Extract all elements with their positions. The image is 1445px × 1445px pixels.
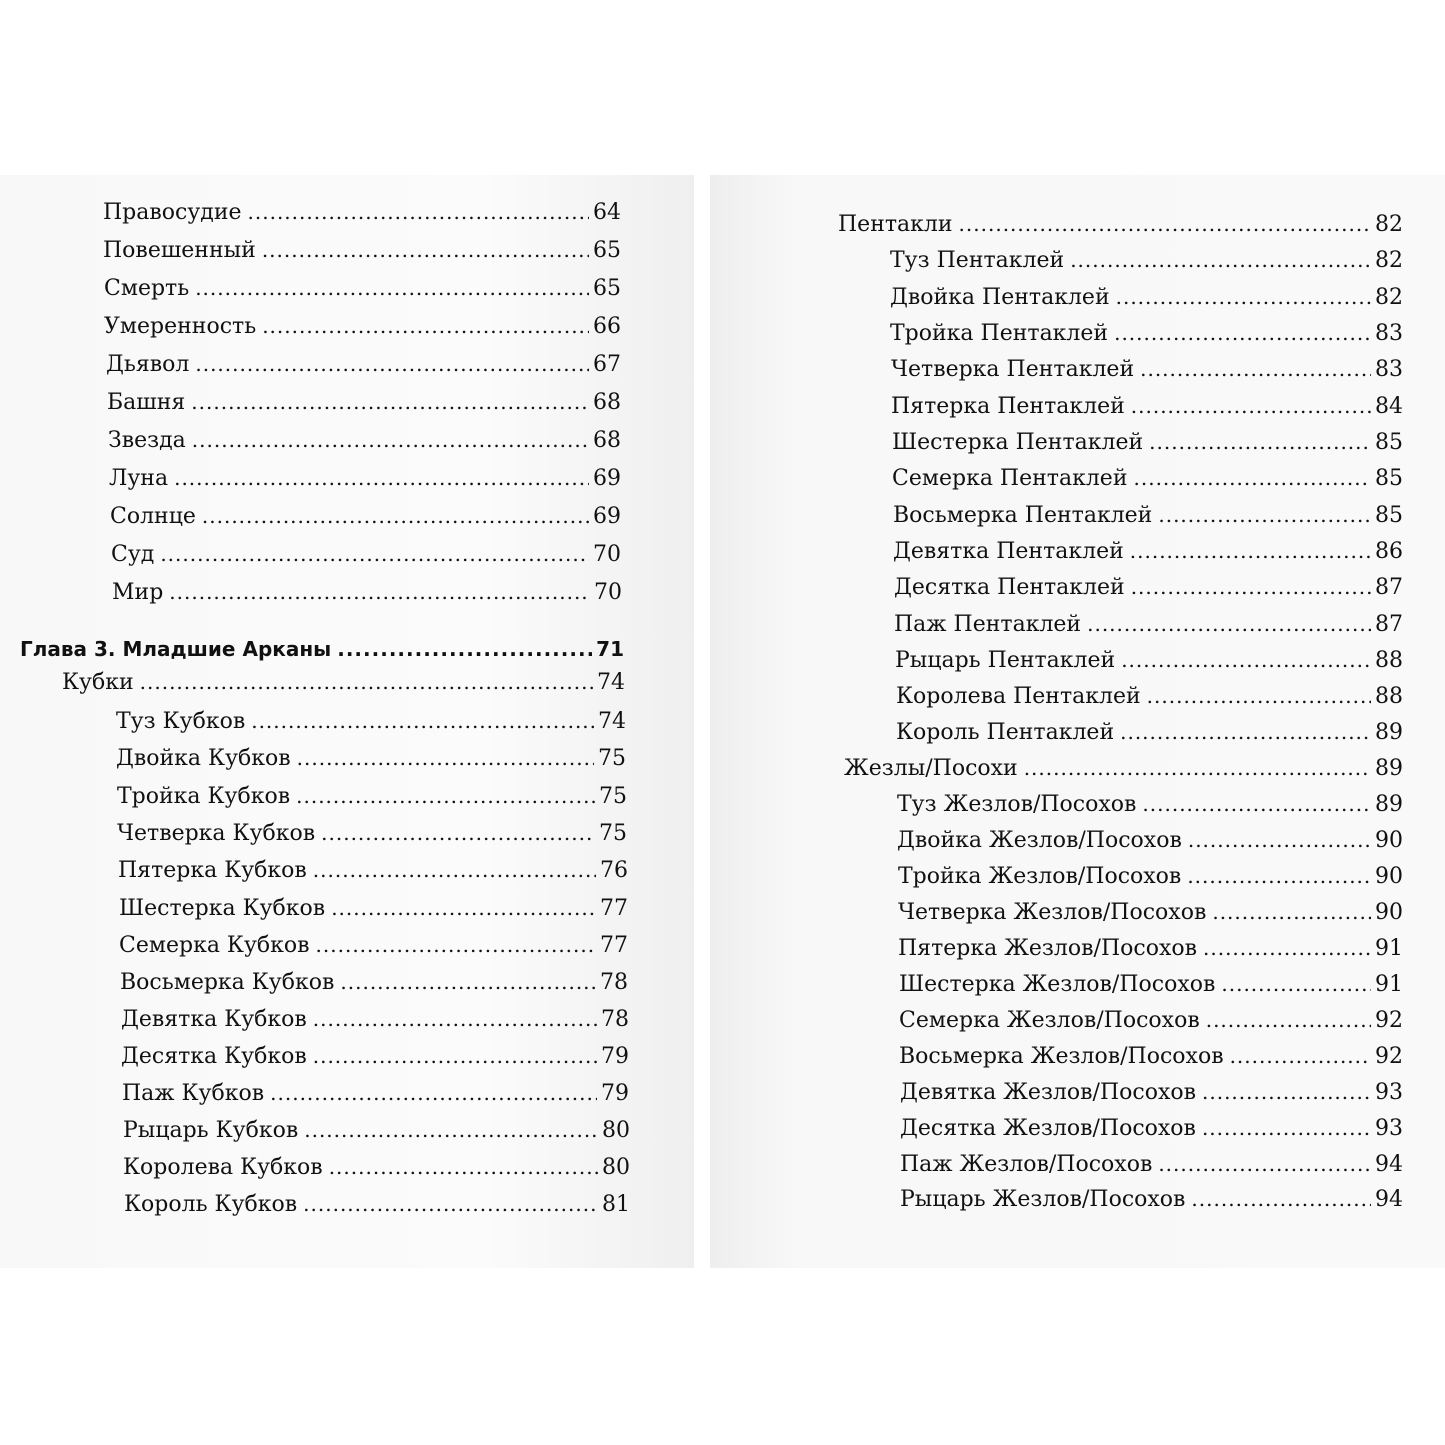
toc-entry-label: Умеренность bbox=[104, 314, 257, 339]
toc-entry-label: Семерка Жезлов/Посохов bbox=[899, 1008, 1200, 1033]
toc-entry[interactable] bbox=[890, 279, 1403, 315]
toc-entry-label: Девятка Пентаклей bbox=[893, 539, 1124, 564]
toc-leader-dots bbox=[329, 1149, 598, 1185]
toc-entry-page: 69 bbox=[593, 504, 621, 529]
toc-entry-label: Башня bbox=[107, 390, 186, 415]
toc-leader-dots bbox=[1221, 966, 1371, 1002]
toc-entry[interactable] bbox=[894, 606, 1403, 642]
toc-entry-label: Тройка Кубков bbox=[117, 784, 291, 809]
toc-entry-page: 92 bbox=[1375, 1044, 1403, 1069]
toc-entry-page: 82 bbox=[1375, 212, 1403, 237]
toc-entry[interactable] bbox=[124, 1186, 630, 1222]
toc-entry[interactable] bbox=[109, 460, 621, 496]
toc-leader-dots bbox=[195, 346, 589, 382]
toc-leader-dots bbox=[1212, 894, 1371, 930]
toc-entry[interactable] bbox=[123, 1112, 630, 1148]
toc-leader-dots bbox=[160, 536, 589, 572]
toc-leader-dots bbox=[1024, 750, 1371, 786]
toc-leader-dots bbox=[331, 890, 596, 926]
toc-entry-label: Восьмерка Кубков bbox=[120, 970, 335, 995]
toc-entry[interactable] bbox=[893, 533, 1403, 569]
toc-entry-page: 83 bbox=[1375, 357, 1403, 382]
toc-entry[interactable] bbox=[103, 194, 621, 230]
toc-entry[interactable] bbox=[896, 678, 1403, 714]
toc-entry[interactable] bbox=[900, 1074, 1403, 1110]
toc-entry-label: Король Кубков bbox=[124, 1192, 298, 1217]
toc-entry-label: Королева Пентаклей bbox=[896, 684, 1141, 709]
toc-entry[interactable] bbox=[118, 852, 628, 888]
toc-entry-page: 87 bbox=[1375, 612, 1403, 637]
toc-entry-label: Десятка Пентаклей bbox=[894, 575, 1125, 600]
toc-entry-label: Паж Кубков bbox=[122, 1081, 265, 1106]
toc-entry[interactable] bbox=[891, 351, 1403, 387]
toc-entry-page: 89 bbox=[1375, 756, 1403, 781]
toc-entry[interactable] bbox=[896, 714, 1403, 750]
toc-entry[interactable] bbox=[117, 778, 627, 814]
toc-leader-dots bbox=[1130, 533, 1371, 569]
toc-chapter-label: Глава 3. Младшие Арканы bbox=[20, 637, 332, 661]
toc-entry[interactable] bbox=[122, 1075, 629, 1111]
toc-entry[interactable] bbox=[900, 1181, 1403, 1217]
toc-entry[interactable] bbox=[899, 1002, 1403, 1038]
toc-entry-page: 86 bbox=[1375, 539, 1403, 564]
toc-leader-dots bbox=[313, 852, 596, 888]
toc-section-label: Жезлы/Посохи bbox=[844, 756, 1018, 781]
toc-entry-page: 91 bbox=[1375, 972, 1403, 997]
toc-leader-dots bbox=[316, 927, 596, 963]
toc-entry-label: Смерть bbox=[104, 276, 190, 301]
toc-entry[interactable] bbox=[104, 308, 621, 344]
toc-entry-label: Семерка Кубков bbox=[119, 933, 310, 958]
toc-entry[interactable] bbox=[898, 894, 1403, 930]
toc-leader-dots bbox=[1187, 858, 1371, 894]
toc-leader-dots bbox=[1087, 606, 1371, 642]
toc-entry[interactable] bbox=[116, 703, 626, 739]
toc-leader-dots bbox=[248, 194, 589, 230]
toc-entry-label: Солнце bbox=[110, 504, 196, 529]
toc-leader-dots bbox=[1116, 279, 1371, 315]
toc-entry-page: 71 bbox=[596, 637, 624, 661]
toc-entry-label: Туз Кубков bbox=[116, 709, 246, 734]
toc-entry-label: Девятка Кубков bbox=[121, 1007, 307, 1032]
toc-entry-label: Шестерка Жезлов/Посохов bbox=[899, 972, 1216, 997]
toc-entry-page: 81 bbox=[602, 1192, 630, 1217]
toc-entry-page: 79 bbox=[601, 1044, 629, 1069]
toc-entry-page: 90 bbox=[1375, 900, 1403, 925]
toc-entry[interactable] bbox=[899, 966, 1403, 1002]
toc-entry-label: Двойка Пентаклей bbox=[890, 285, 1110, 310]
toc-entry-page: 85 bbox=[1375, 466, 1403, 491]
toc-entry-label: Паж Жезлов/Посохов bbox=[900, 1152, 1153, 1177]
toc-leader-dots bbox=[262, 308, 589, 344]
toc-entry-page: 65 bbox=[593, 238, 621, 263]
toc-leader-dots bbox=[1158, 1146, 1371, 1182]
toc-entry-page: 94 bbox=[1375, 1152, 1403, 1177]
toc-entry[interactable] bbox=[121, 1001, 629, 1037]
toc-entry-page: 93 bbox=[1375, 1080, 1403, 1105]
toc-leader-dots bbox=[1121, 642, 1371, 678]
toc-entry[interactable] bbox=[119, 927, 628, 963]
toc-entry-label: Пятерка Кубков bbox=[118, 858, 307, 883]
toc-entry-page: 69 bbox=[593, 466, 621, 491]
toc-entry[interactable] bbox=[898, 858, 1403, 894]
toc-leader-dots bbox=[1158, 497, 1371, 533]
toc-entry[interactable] bbox=[894, 569, 1403, 605]
toc-entry-page: 82 bbox=[1375, 248, 1403, 273]
toc-entry-page: 85 bbox=[1375, 503, 1403, 528]
toc-entry-label: Пятерка Пентаклей bbox=[891, 394, 1125, 419]
toc-leader-dots bbox=[337, 631, 592, 667]
toc-entry-page: 94 bbox=[1375, 1187, 1403, 1212]
toc-entry-label: Двойка Кубков bbox=[116, 746, 291, 771]
toc-entry-label: Королева Кубков bbox=[123, 1155, 323, 1180]
toc-entry-page: 88 bbox=[1375, 648, 1403, 673]
toc-entry-label: Шестерка Пентаклей bbox=[892, 430, 1144, 455]
toc-leader-dots bbox=[1202, 1074, 1371, 1110]
toc-leader-dots bbox=[169, 574, 590, 610]
toc-leader-dots bbox=[192, 422, 589, 458]
toc-entry-label: Тройка Жезлов/Посохов bbox=[898, 864, 1182, 889]
toc-entry-page: 65 bbox=[593, 276, 621, 301]
toc-entry-page: 68 bbox=[593, 428, 621, 453]
toc-entry-page: 82 bbox=[1375, 285, 1403, 310]
toc-entry-page: 77 bbox=[600, 896, 628, 921]
toc-entry-page: 87 bbox=[1375, 575, 1403, 600]
toc-leader-dots bbox=[303, 1186, 598, 1222]
toc-leader-dots bbox=[251, 703, 594, 739]
toc-leader-dots bbox=[191, 384, 589, 420]
toc-leader-dots bbox=[1203, 930, 1371, 966]
toc-entry-label: Рыцарь Пентаклей bbox=[895, 648, 1116, 673]
toc-entry-label: Туз Пентаклей bbox=[890, 248, 1065, 273]
toc-entry-page: 90 bbox=[1375, 828, 1403, 853]
toc-leader-dots bbox=[296, 778, 595, 814]
toc-leader-dots bbox=[304, 1112, 598, 1148]
toc-leader-dots bbox=[1149, 424, 1371, 460]
toc-leader-dots bbox=[1070, 242, 1371, 278]
toc-entry-page: 74 bbox=[598, 709, 626, 734]
toc-entry-page: 83 bbox=[1375, 321, 1403, 346]
toc-entry[interactable] bbox=[897, 822, 1403, 858]
toc-entry-label: Четверка Кубков bbox=[117, 821, 316, 846]
toc-section-entry[interactable] bbox=[838, 206, 1403, 242]
toc-leader-dots bbox=[140, 664, 593, 700]
toc-entry-label: Рыцарь Кубков bbox=[123, 1118, 299, 1143]
toc-leader-dots bbox=[1140, 351, 1371, 387]
toc-leader-dots bbox=[202, 498, 589, 534]
toc-leader-dots bbox=[270, 1075, 597, 1111]
toc-entry[interactable] bbox=[890, 242, 1403, 278]
toc-entry[interactable] bbox=[121, 1038, 629, 1074]
toc-entry[interactable] bbox=[111, 536, 621, 572]
toc-leader-dots bbox=[1191, 1181, 1371, 1217]
toc-entry-label: Мир bbox=[112, 580, 164, 605]
toc-leader-dots bbox=[1202, 1110, 1371, 1146]
toc-entry-page: 90 bbox=[1375, 864, 1403, 889]
toc-leader-dots bbox=[340, 964, 596, 1000]
toc-entry[interactable] bbox=[893, 497, 1403, 533]
toc-entry-page: 89 bbox=[1375, 720, 1403, 745]
toc-entry-label: Паж Пентаклей bbox=[894, 612, 1082, 637]
toc-entry[interactable] bbox=[112, 574, 622, 610]
toc-entry[interactable] bbox=[120, 964, 628, 1000]
toc-leader-dots bbox=[1114, 315, 1371, 351]
toc-entry-page: 93 bbox=[1375, 1116, 1403, 1141]
toc-entry-label: Повешенный bbox=[103, 238, 256, 263]
toc-entry-page: 75 bbox=[599, 821, 627, 846]
toc-entry[interactable] bbox=[123, 1149, 630, 1185]
toc-leader-dots bbox=[195, 270, 589, 306]
toc-entry-page: 70 bbox=[593, 542, 621, 567]
toc-entry-page: 91 bbox=[1375, 936, 1403, 961]
toc-entry[interactable] bbox=[107, 384, 621, 420]
toc-entry-label: Четверка Пентаклей bbox=[891, 357, 1135, 382]
toc-entry-label: Четверка Жезлов/Посохов bbox=[898, 900, 1207, 925]
toc-leader-dots bbox=[262, 232, 589, 268]
toc-entry-page: 70 bbox=[594, 580, 622, 605]
toc-entry-page: 92 bbox=[1375, 1008, 1403, 1033]
toc-entry-label: Правосудие bbox=[103, 200, 242, 225]
toc-entry-label: Двойка Жезлов/Посохов bbox=[897, 828, 1182, 853]
toc-leader-dots bbox=[1131, 388, 1371, 424]
toc-entry-label: Десятка Жезлов/Посохов bbox=[900, 1116, 1196, 1141]
toc-entry-page: 64 bbox=[593, 200, 621, 225]
toc-entry[interactable] bbox=[891, 388, 1403, 424]
toc-entry[interactable] bbox=[116, 740, 626, 776]
toc-entry-label: Луна bbox=[109, 466, 169, 491]
toc-entry-page: 66 bbox=[593, 314, 621, 339]
toc-entry-label: Пятерка Жезлов/Посохов bbox=[898, 936, 1197, 961]
toc-entry-label: Рыцарь Жезлов/Посохов bbox=[900, 1187, 1186, 1212]
toc-entry-label: Туз Жезлов/Посохов bbox=[897, 792, 1137, 817]
toc-leader-dots bbox=[313, 1001, 597, 1037]
toc-entry-page: 80 bbox=[602, 1155, 630, 1180]
toc-entry[interactable] bbox=[900, 1146, 1403, 1182]
toc-entry-page: 84 bbox=[1375, 394, 1403, 419]
toc-entry[interactable] bbox=[900, 1110, 1403, 1146]
toc-entry-label: Король Пентаклей bbox=[896, 720, 1115, 745]
toc-entry-page: 78 bbox=[600, 970, 628, 995]
toc-entry-label: Десятка Кубков bbox=[121, 1044, 307, 1069]
toc-entry[interactable] bbox=[892, 424, 1403, 460]
toc-chapter-entry[interactable] bbox=[20, 631, 624, 667]
toc-entry-page: 80 bbox=[602, 1118, 630, 1143]
toc-entry-label: Семерка Пентаклей bbox=[892, 466, 1128, 491]
toc-entry[interactable] bbox=[897, 786, 1403, 822]
toc-entry-page: 89 bbox=[1375, 792, 1403, 817]
toc-entry-page: 75 bbox=[598, 746, 626, 771]
toc-entry[interactable] bbox=[895, 642, 1403, 678]
toc-entry-page: 88 bbox=[1375, 684, 1403, 709]
toc-entry-label: Восьмерка Пентаклей bbox=[893, 503, 1153, 528]
toc-entry-label: Шестерка Кубков bbox=[119, 896, 326, 921]
toc-entry[interactable] bbox=[898, 930, 1403, 966]
toc-leader-dots bbox=[297, 740, 594, 776]
toc-entry-page: 77 bbox=[600, 933, 628, 958]
toc-entry-page: 75 bbox=[599, 784, 627, 809]
toc-entry[interactable] bbox=[106, 346, 621, 382]
toc-entry-label: Суд bbox=[111, 542, 155, 567]
toc-leader-dots bbox=[1131, 569, 1371, 605]
toc-entry-page: 76 bbox=[600, 858, 628, 883]
toc-section-label: Пентакли bbox=[838, 212, 953, 237]
toc-leader-dots bbox=[1206, 1002, 1371, 1038]
toc-section-entry[interactable] bbox=[62, 664, 625, 700]
toc-leader-dots bbox=[1134, 460, 1372, 496]
toc-entry-label: Тройка Пентаклей bbox=[890, 321, 1109, 346]
toc-leader-dots bbox=[1120, 714, 1371, 750]
toc-entry-page: 78 bbox=[601, 1007, 629, 1032]
toc-entry[interactable] bbox=[899, 1038, 1403, 1074]
toc-leader-dots bbox=[1230, 1038, 1371, 1074]
toc-leader-dots bbox=[1142, 786, 1371, 822]
toc-entry-label: Звезда bbox=[108, 428, 186, 453]
toc-entry-page: 67 bbox=[593, 352, 621, 377]
toc-entry[interactable] bbox=[103, 232, 621, 268]
toc-entry[interactable] bbox=[890, 315, 1403, 351]
toc-entry-page: 74 bbox=[597, 670, 625, 695]
toc-section-label: Кубки bbox=[62, 670, 134, 695]
toc-entry-page: 85 bbox=[1375, 430, 1403, 455]
toc-leader-dots bbox=[1188, 822, 1371, 858]
toc-entry[interactable] bbox=[117, 815, 627, 851]
toc-leader-dots bbox=[1147, 678, 1371, 714]
toc-entry[interactable] bbox=[892, 460, 1403, 496]
toc-entry[interactable] bbox=[108, 422, 621, 458]
toc-entry-page: 68 bbox=[593, 390, 621, 415]
toc-entry[interactable] bbox=[119, 890, 628, 926]
toc-leader-dots bbox=[174, 460, 589, 496]
toc-entry-label: Девятка Жезлов/Посохов bbox=[900, 1080, 1196, 1105]
book-gutter bbox=[694, 175, 710, 1268]
toc-entry-label: Дьявол bbox=[106, 352, 190, 377]
toc-leader-dots bbox=[321, 815, 595, 851]
toc-leader-dots bbox=[313, 1038, 597, 1074]
toc-leader-dots bbox=[959, 206, 1371, 242]
toc-entry[interactable] bbox=[104, 270, 621, 306]
toc-section-entry[interactable] bbox=[844, 750, 1403, 786]
toc-entry[interactable] bbox=[110, 498, 621, 534]
toc-entry-label: Восьмерка Жезлов/Посохов bbox=[899, 1044, 1224, 1069]
toc-entry-page: 79 bbox=[601, 1081, 629, 1106]
